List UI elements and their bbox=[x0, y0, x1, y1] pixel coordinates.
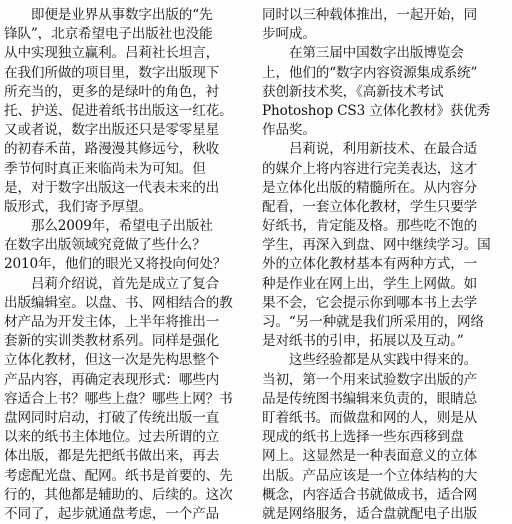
text-line: 外的立体化教材基本有两种方式，一 bbox=[262, 256, 478, 273]
left-text-column bbox=[4, 6, 248, 524]
text-line: 出版。产品应该是一个立体结构的大 bbox=[262, 467, 478, 484]
text-line: 行的，其他都是辅助的、后续的。这次 bbox=[4, 486, 233, 503]
text-line: 同时以三种载体推出，一起开始，同 bbox=[262, 7, 478, 23]
text-line: 配看，一套立体化教材，学生只要学 bbox=[262, 198, 478, 215]
text-line: 在我们所做的项目里，数字出版现下 bbox=[4, 64, 220, 81]
text-line: 盯着纸书。而做盘和网的人，则是从 bbox=[262, 409, 478, 426]
text-line: 产品内容，再确定表现形式：哪些内 bbox=[4, 371, 220, 388]
text-line: 果不会，它会提示你到哪本书上去学 bbox=[262, 294, 478, 311]
text-line: 从中实现独立赢利。吕莉社长坦言， bbox=[4, 45, 220, 62]
text-line: 套新的实训类教材系列。同样是强化 bbox=[4, 333, 220, 350]
text-line: 即便是业界从事数字出版的“先 bbox=[4, 7, 213, 23]
text-line: 盘网同时启动，打破了传统出版一直 bbox=[4, 409, 220, 426]
text-line: 获创新技术奖，《高新技术考试 bbox=[262, 83, 444, 100]
text-line: 好纸书，肯定能及格。那些吃不饱的 bbox=[262, 218, 478, 235]
text-line: 是，对于数字出版这一代表未来的出 bbox=[4, 179, 220, 196]
text-line: 以来的纸书主体地位。过去所谓的立 bbox=[4, 429, 220, 446]
text-line: Photoshop CS3 立体化教材》获优秀 bbox=[262, 102, 491, 119]
text-line: 网上。这显然是一种表面意义的立体 bbox=[262, 448, 478, 465]
text-line: 上，他们的“数字内容资源集成系统” bbox=[262, 64, 478, 81]
text-line: 是对纸书的引申，拓展以及互动。” bbox=[262, 333, 464, 350]
text-line: 又或者说，数字出版还只是零零星星 bbox=[4, 122, 220, 139]
text-line: 种是作业在网上出，学生上网做。如 bbox=[262, 275, 478, 292]
text-line: 品是传统图书编辑来负责的，眼睛总 bbox=[262, 390, 478, 407]
text-line: 步呵成。 bbox=[262, 26, 316, 43]
text-line: 所充当的，更多的是绿叶的角色，衬 bbox=[4, 83, 220, 100]
text-line: 习。“另一种就是我们所采用的，网络 bbox=[262, 314, 484, 330]
text-line: 立体化教材，但这一次是先构思整个 bbox=[4, 352, 220, 369]
text-line: 容适合上书？哪些上盘？哪些上网？书 bbox=[4, 390, 233, 407]
text-line: 在数字出版领域究竟做了些什么？ bbox=[4, 237, 206, 254]
text-line: 考虑配光盘、配网。纸书是首要的、先 bbox=[4, 467, 233, 484]
text-line: 的初春禾苗，路漫漫其修远兮，秋收 bbox=[4, 141, 220, 158]
text-line: 这些经验都是从实践中得来的。 bbox=[262, 352, 478, 369]
text-line: 在第三届中国数字出版博览会 bbox=[262, 45, 464, 62]
text-line: 锋队”，北京希望电子出版社也没能 bbox=[4, 26, 213, 43]
text-line: 吕莉介绍说，首先是成立了复合 bbox=[4, 275, 220, 292]
text-line: 托、护送、促进着纸书出版这一红花。 bbox=[4, 102, 233, 119]
text-line: 体出版，都是先把纸书做出来，再去 bbox=[4, 448, 220, 465]
text-line: 材产品为开发主体，上半年将推出一 bbox=[4, 314, 220, 330]
text-line: 出版编辑室。以盘、书、网相结合的教 bbox=[4, 294, 233, 311]
text-line: 是立体化出版的精髓所在。从内容分 bbox=[262, 179, 478, 196]
text-line: 季节何时真正来临尚未为可知。但 bbox=[4, 160, 206, 177]
text-line: 作品奖。 bbox=[262, 122, 316, 139]
text-line: 的媒介上将内容进行完美表达，这才 bbox=[262, 160, 478, 177]
text-line: 版形式，我们寄予厚望。 bbox=[4, 198, 152, 215]
text-line: 概念，内容适合书就做成书，适合网 bbox=[262, 486, 478, 503]
text-line: 2010年，他们的眼光又将投向何处？ bbox=[4, 256, 227, 273]
text-line: 现成的纸书上选择一些东西移到盘 bbox=[262, 429, 464, 446]
text-line: 学生，再深入到盘、网中继续学习。国 bbox=[262, 237, 491, 254]
text-line: 当初，第一个用来试验数字出版的产 bbox=[262, 371, 478, 388]
text-line: 那么2009年，希望电子出版社 bbox=[4, 218, 213, 235]
right-text-column bbox=[262, 6, 506, 524]
text-line: 就是网络服务，适合盘就配电子出版 bbox=[262, 505, 478, 522]
text-line: 不同了，起步就通盘考虑，一个产品 bbox=[4, 505, 220, 522]
text-line: 吕莉说，利用新技术、在最合适 bbox=[262, 141, 478, 158]
